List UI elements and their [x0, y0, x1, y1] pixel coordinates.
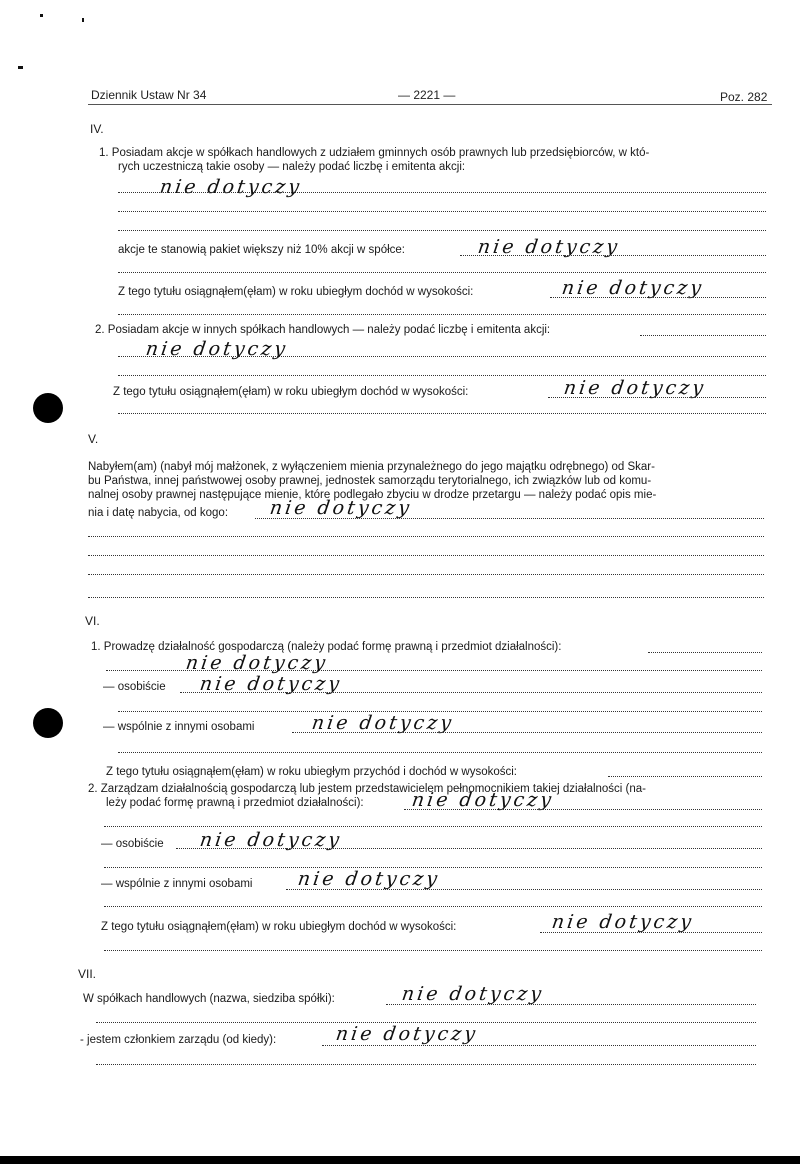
- answer-line: [460, 255, 766, 256]
- answer-line: [118, 192, 766, 193]
- answer-line: [96, 1064, 756, 1065]
- answer-line: [550, 297, 766, 298]
- answer-line: [104, 950, 762, 951]
- answer-line: [404, 809, 762, 810]
- answer-line: [104, 906, 762, 907]
- punch-hole: [33, 708, 63, 738]
- answer-line: [88, 555, 764, 556]
- page-number: — 2221 —: [398, 88, 456, 102]
- vi-personal2-answer: nie dotyczy: [198, 829, 344, 851]
- v-text-line1: Nabyłem(am) (nabył mój małżonek, z wyłączeniem mienia przynależnego do jego majątku odrębnego) od Skar-: [88, 461, 655, 473]
- vi-personal2-label: — osobiście: [101, 838, 164, 850]
- journal-title: Dziennik Ustaw Nr 34: [91, 88, 207, 102]
- answer-line: [548, 397, 766, 398]
- v-text-line4: nia i datę nabycia, od kogo:: [88, 507, 229, 519]
- v-text-line2: bu Państwa, innej państwowej osoby prawnej, jednostek samorządu terytorialnego, ich związków lub od komu-: [88, 475, 652, 487]
- answer-line: [176, 848, 762, 849]
- vi-income2-answer: nie dotyczy: [550, 911, 696, 933]
- vi-joint-label: — wspólnie z innymi osobami: [103, 721, 255, 733]
- answer-line: [104, 826, 762, 827]
- vi-item2-answer: nie dotyczy: [410, 789, 556, 811]
- answer-line: [322, 1045, 756, 1046]
- vi-income2-label: Z tego tytułu osiągnąłem(ęłam) w roku ubiegłym dochód w wysokości:: [101, 921, 457, 933]
- scan-edge: [0, 1156, 800, 1164]
- answer-line: [608, 776, 762, 777]
- answer-line: [286, 889, 762, 890]
- punch-hole: [33, 393, 63, 423]
- answer-line: [118, 375, 766, 376]
- iv-income1-label: Z tego tytułu osiągnąłem(ęłam) w roku ubiegłym dochód w wysokości:: [118, 286, 474, 298]
- answer-line: [88, 536, 764, 537]
- answer-line: [118, 230, 766, 231]
- position-number: Poz. 282: [720, 90, 768, 104]
- vi-income-label: Z tego tytułu osiągnąłem(ęłam) w roku ubiegłym przychód i dochód w wysokości:: [106, 766, 517, 778]
- answer-line: [118, 314, 766, 315]
- answer-line: [118, 356, 766, 357]
- answer-line: [106, 670, 762, 671]
- iv-income1-answer: nie dotyczy: [560, 277, 706, 299]
- header-rule: [88, 104, 772, 105]
- iv-item2-answer: nie dotyczy: [144, 338, 290, 360]
- vii-companies-answer: nie dotyczy: [400, 983, 546, 1005]
- iv-income2-answer: nie dotyczy: [562, 377, 708, 399]
- iv-income2-label: Z tego tytułu osiągnąłem(ęłam) w roku ubiegłym dochód w wysokości:: [113, 386, 469, 398]
- iv-item1-answer: nie dotyczy: [158, 176, 304, 198]
- section-vi-heading: VI.: [85, 614, 100, 628]
- vii-companies-label: W spółkach handlowych (nazwa, siedziba spółki):: [83, 993, 335, 1005]
- v-answer: nie dotyczy: [268, 497, 414, 519]
- scan-speck: [18, 66, 23, 69]
- answer-line: [88, 597, 764, 598]
- answer-line: [255, 518, 764, 519]
- iv-item1-text: 1. Posiadam akcje w spółkach handlowych z udziałem gminnych osób prawnych lub przedsiębiorców, w któ-: [99, 147, 650, 159]
- answer-line: [118, 272, 766, 273]
- section-v-heading: V.: [88, 432, 99, 446]
- vi-personal-label: — osobiście: [103, 681, 166, 693]
- vi-joint2-answer: nie dotyczy: [296, 868, 442, 890]
- v-text-line3: nalnej osoby prawnej następujące mienie, które podlegało zbyciu w drodze przetargu — należy podać opis mie-: [88, 489, 657, 501]
- vi-item1-label: 1. Prowadzę działalność gospodarczą (należy podać formę prawną i przedmiot działalności):: [91, 641, 562, 653]
- vi-personal-answer: nie dotyczy: [198, 673, 344, 695]
- answer-line: [88, 574, 764, 575]
- vi-item1-answer: nie dotyczy: [184, 652, 330, 674]
- vi-item2-text: 2. Zarządzam działalnością gospodarczą lub jestem przedstawicielem pełnomocnikiem takiej działalności (na-: [88, 783, 647, 795]
- answer-line: [292, 732, 762, 733]
- answer-line: [386, 1004, 756, 1005]
- section-vii-heading: VII.: [78, 967, 97, 981]
- section-iv-heading: IV.: [90, 122, 104, 136]
- answer-line: [648, 652, 762, 653]
- answer-line: [118, 752, 762, 753]
- iv-item1-text-cont: rych uczestniczą takie osoby — należy podać liczbę i emitenta akcji:: [118, 161, 466, 173]
- vii-board-answer: nie dotyczy: [334, 1023, 480, 1045]
- answer-line: [118, 211, 766, 212]
- answer-line: [640, 335, 766, 336]
- scan-speck: [40, 14, 43, 17]
- vi-joint-answer: nie dotyczy: [310, 712, 456, 734]
- vi-joint2-label: — wspólnie z innymi osobami: [101, 878, 253, 890]
- iv-packet-answer: nie dotyczy: [476, 236, 622, 258]
- vi-item2-text-cont: leży podać formę prawną i przedmiot działalności):: [106, 797, 364, 809]
- vii-board-label: - jestem członkiem zarządu (od kiedy):: [80, 1034, 277, 1046]
- iv-packet-label: akcje te stanowią pakiet większy niż 10% akcji w spółce:: [118, 244, 405, 256]
- answer-line: [540, 932, 762, 933]
- scan-speck: [82, 18, 84, 22]
- iv-item2-label: 2. Posiadam akcje w innych spółkach handlowych — należy podać liczbę i emitenta akcji:: [95, 324, 551, 336]
- answer-line: [180, 692, 762, 693]
- answer-line: [118, 413, 766, 414]
